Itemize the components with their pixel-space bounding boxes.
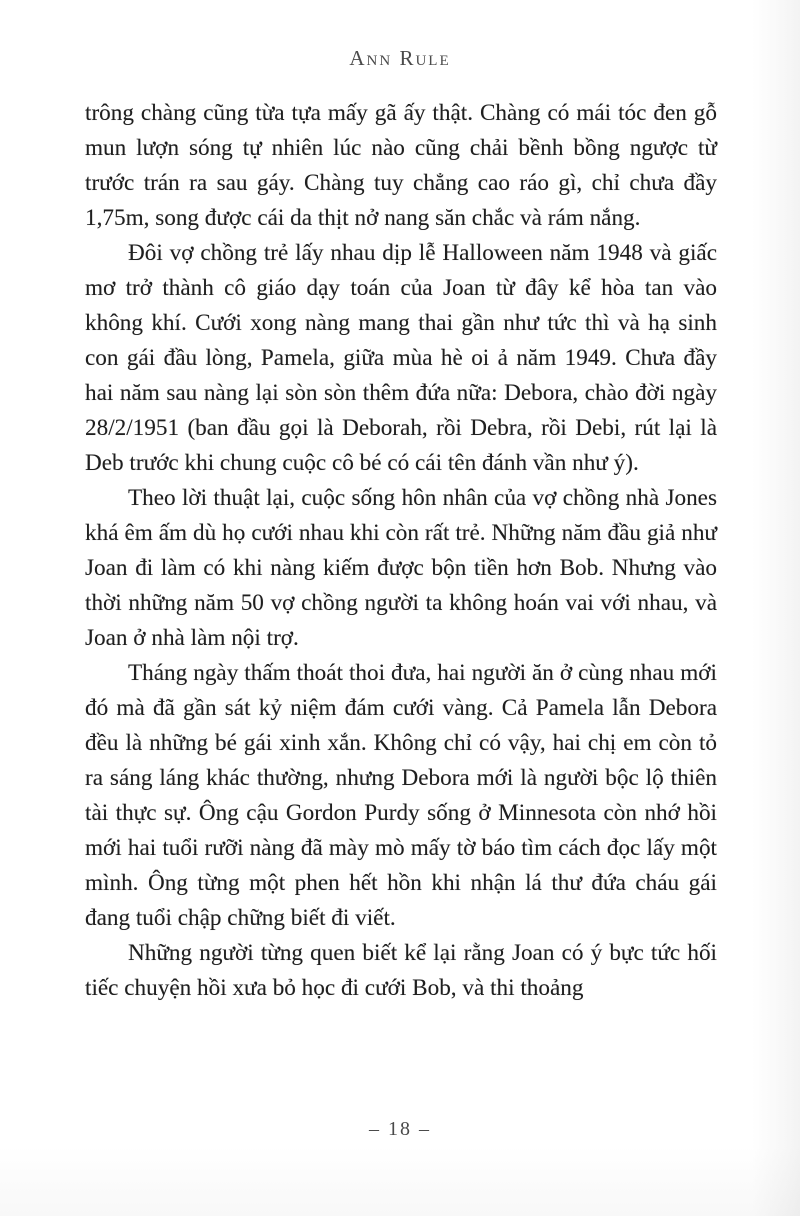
- page-number: – 18 –: [369, 1118, 431, 1140]
- paragraph: Đôi vợ chồng trẻ lấy nhau dịp lễ Halloween năm 1948 và giấc mơ trở thành cô giáo dạy toán của Joan từ đây kể hòa tan vào không khí. Cưới xong nàng mang thai gần như tức thì và hạ sinh con gái đầu lòng, Pamela, giữa mùa hè oi ả năm 1949. Chưa đầy hai năm sau nàng lại sòn sòn thêm đứa nữa: Debora, chào đời ngày 28/2/1951 (ban đầu gọi là Deborah, rồi Debra, rồi Debi, rút lại là Deb trước khi chung cuộc cô bé có cái tên đánh vần như ý).: [85, 240, 717, 476]
- paragraph: Những người từng quen biết kể lại rằng Joan có ý bực tức hối tiếc chuyện hồi xưa bỏ học đi cưới Bob, và thi thoảng: [85, 940, 717, 1001]
- scan-shading-bottom-edge: [0, 1146, 800, 1216]
- running-header-author: Ann Rule: [349, 46, 451, 70]
- scan-shading-right-edge: [752, 0, 800, 1216]
- body-text-block: [85, 96, 717, 1006]
- paragraph: Theo lời thuật lại, cuộc sống hôn nhân của vợ chồng nhà Jones khá êm ấm dù họ cưới nhau khi còn rất trẻ. Những năm đầu giả như Joan đi làm có khi nàng kiếm được bộn tiền hơn Bob. Nhưng vào thời những năm 50 vợ chồng người ta không hoán vai với nhau, và Joan ở nhà làm nội trợ.: [85, 485, 717, 651]
- paragraph-continuation: trông chàng cũng từa tựa mấy gã ấy thật. Chàng có mái tóc đen gỗ mun lượn sóng tự nhiên lúc nào cũng chải bềnh bồng ngược từ trước trán ra sau gáy. Chàng tuy chẳng cao ráo gì, chỉ chưa đầy 1,75m, song được cái da thịt nở nang săn chắc và rám nắng.: [85, 100, 717, 231]
- paragraph: Tháng ngày thấm thoát thoi đưa, hai người ăn ở cùng nhau mới đó mà đã gần sát kỷ niệm đám cưới vàng. Cả Pamela lẫn Debora đều là những bé gái xinh xắn. Không chỉ có vậy, hai chị em còn tỏ ra sáng láng khác thường, nhưng Debora mới là người bộc lộ thiên tài thực sự. Ông cậu Gordon Purdy sống ở Minnesota còn nhớ hồi mới hai tuổi rưỡi nàng đã mày mò mấy tờ báo tìm cách đọc lấy một mình. Ông từng một phen hết hồn khi nhận lá thư đứa cháu gái đang tuổi chập chững biết đi viết.: [85, 660, 717, 931]
